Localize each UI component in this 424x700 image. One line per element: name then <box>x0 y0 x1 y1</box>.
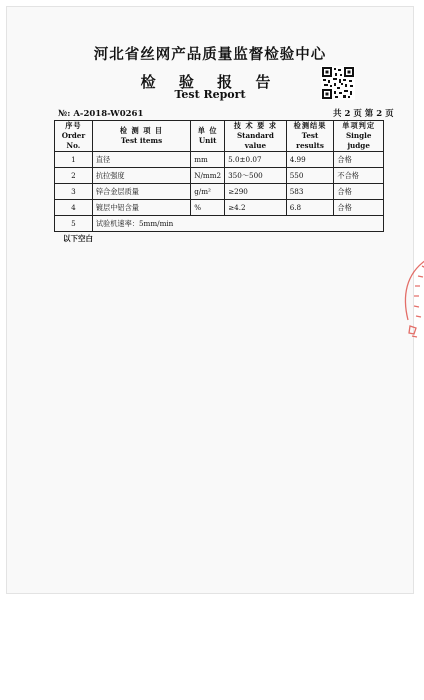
header-test-items: 检 测 项 目 Test items <box>92 121 190 152</box>
test-results-table <box>54 120 384 232</box>
table-row: 5 试验机速率：5mm/min <box>55 216 384 232</box>
report-title-en: Test Report <box>174 88 246 101</box>
header-test-results: 检测结果 Test results <box>286 121 334 152</box>
table-header-row <box>55 121 384 152</box>
table-row: 2 抗拉强度 N/mm2 350～500 550 不合格 <box>55 168 384 184</box>
red-seal-stamp-icon <box>396 256 424 346</box>
report-number: №: A-2018-W0261 <box>58 109 144 119</box>
header-order-no: 序号 Order No. <box>55 121 93 152</box>
table-row: 4 镀层中铝含量 % ≥4.2 6.8 合格 <box>55 200 384 216</box>
table-row: 3 锌合金层质量 g/m² ≥290 583 合格 <box>55 184 384 200</box>
header-single-judge: 单项判定 Single judge <box>334 121 384 152</box>
page-indicator: 共 2 页 第 2 页 <box>333 109 394 119</box>
blank-below-note: 以下空白 <box>63 234 93 243</box>
table-row: 1 直径 mm 5.0±0.07 4.99 合格 <box>55 152 384 168</box>
center-name: 河北省丝网产品质量监督检验中心 <box>93 46 327 63</box>
report-page <box>6 6 414 594</box>
header-standard-value: 技 术 要 求 Standard value <box>225 121 287 152</box>
header-unit: 单 位 Unit <box>191 121 225 152</box>
report-title-cn: 检 验 报 告 <box>140 73 280 91</box>
